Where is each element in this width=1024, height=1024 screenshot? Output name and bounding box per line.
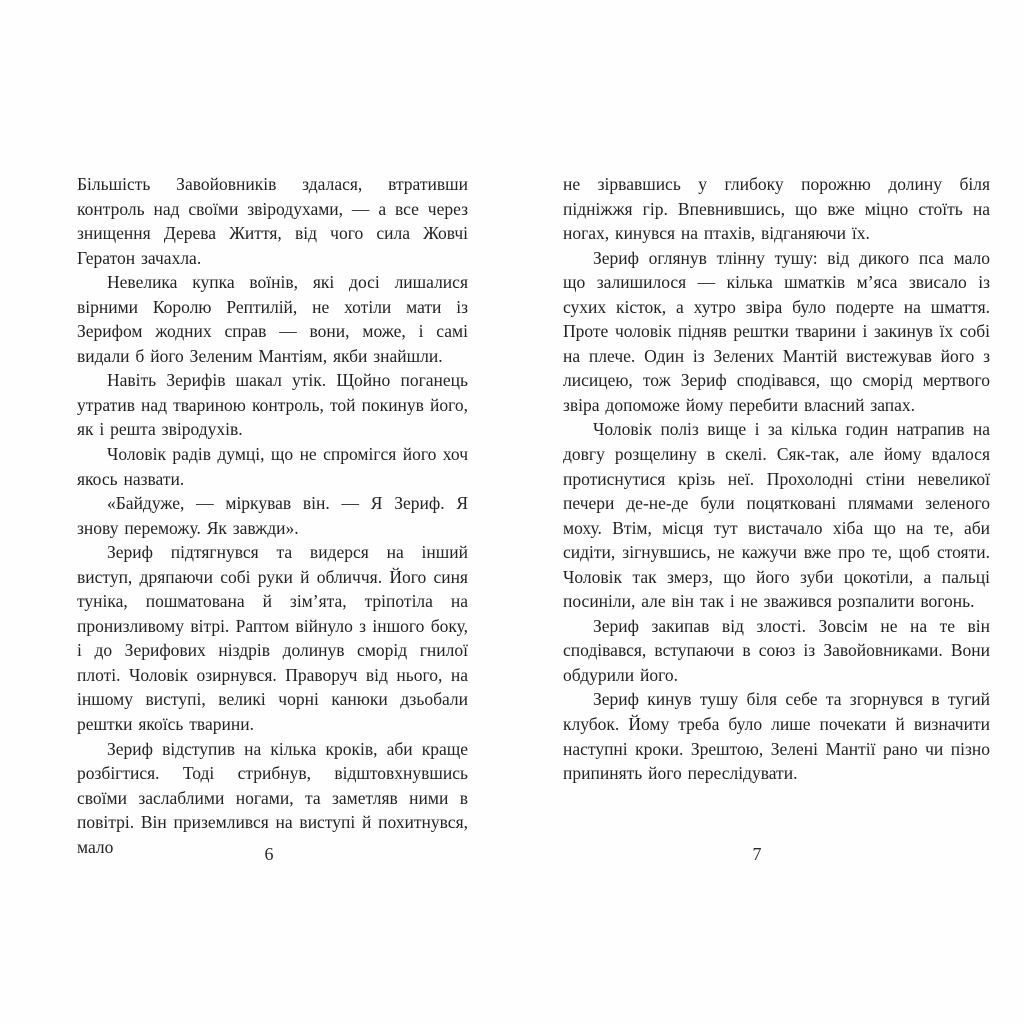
left-page-text [77, 172, 468, 859]
paragraph: Більшість Завойовників здалася, втративши контроль над своїми звіродухами, — а все через знищення Дерева Життя, від чого сила Жовчі Гератон зачахла. [77, 174, 468, 268]
paragraph: Зериф відступив на кілька кроків, аби краще розбігтися. Тоді стрибнув, відштовхнувшись своїми заслаблими ногами, та заметляв ними в повітрі. Він приземлився на виступі й похитнувся, мало [77, 738, 468, 857]
left-page-number: 6 [264, 844, 274, 864]
paragraph: «Байдуже, — міркував він. — Я Зериф. Я знову переможу. Як завжди». [77, 493, 468, 538]
right-page-number: 7 [752, 844, 762, 864]
paragraph: не зірвавшись у глибоку порожню долину біля підніжжя гір. Впевнившись, що вже міцно стоїть на ногах, кинувся на птахів, відганяючи їх. [563, 174, 990, 244]
paragraph: Чоловік радів думці, що не спромігся його хоч якось назвати. [77, 444, 468, 489]
right-page-text [563, 172, 990, 786]
paragraph: Навіть Зерифів шакал утік. Щойно поганець утратив над твариною контроль, той покинув його, як і решта звіродухів. [77, 370, 468, 440]
paragraph: Зериф оглянув тлінну тушу: від дикого пса мало що залишилося — кілька шматків м’яса звисало із сухих кісток, а хутро звіра було подерте на шмаття. Проте чоловік підняв рештки тварини і закинув їх собі на плече. Один із Зелених Мантій вистежував його з лисицею, тож Зериф сподівався, що сморід мертвого звіра допоможе йому перебити власний запах. [563, 247, 990, 415]
paragraph: Чоловік поліз вище і за кілька годин натрапив на довгу розщелину в скелі. Сяк-так, але йому вдалося протиснутися крізь неї. Прохолодні стіни невеликої печери де-не-де були поцятковані плямами зеленого моху. Втім, місця тут вистачало хіба що на те, аби сидіти, зігнувшись, не кажучи вже про те, щоб стояти. Чоловік так змерз, що його зуби цокотіли, а пальці посиніли, але він так і не зважився розпалити вогонь. [563, 419, 990, 612]
paragraph: Невелика купка воїнів, які досі лишалися вірними Королю Рептилій, не хотіли мати із Зерифом жодних справ — вони, може, і самі видали б його Зеленим Мантіям, якби знайшли. [77, 272, 468, 366]
paragraph: Зериф кинув тушу біля себе та згорнувся в тугий клубок. Йому треба було лише почекати й визначити наступні кроки. Зрештою, Зелені Мантії рано чи пізно припинять його переслідувати. [563, 689, 990, 784]
paragraph: Зериф підтягнувся та видерся на інший виступ, дряпаючи собі руки й обличчя. Його синя туніка, пошматована й зім’ята, тріпотіла на пронизливому вітрі. Раптом війнуло з іншого боку, і до Зерифових ніздрів долинув сморід гнилої плоті. Чоловік озирнувся. Праворуч від нього, на іншому виступі, великі чорні канюки дзьобали рештки якоїсь тварини. [77, 542, 468, 735]
paragraph: Зериф закипав від злості. Зовсім не на те він сподівався, вступаючи в союз із Завойовниками. Вони обдурили його. [563, 615, 990, 685]
